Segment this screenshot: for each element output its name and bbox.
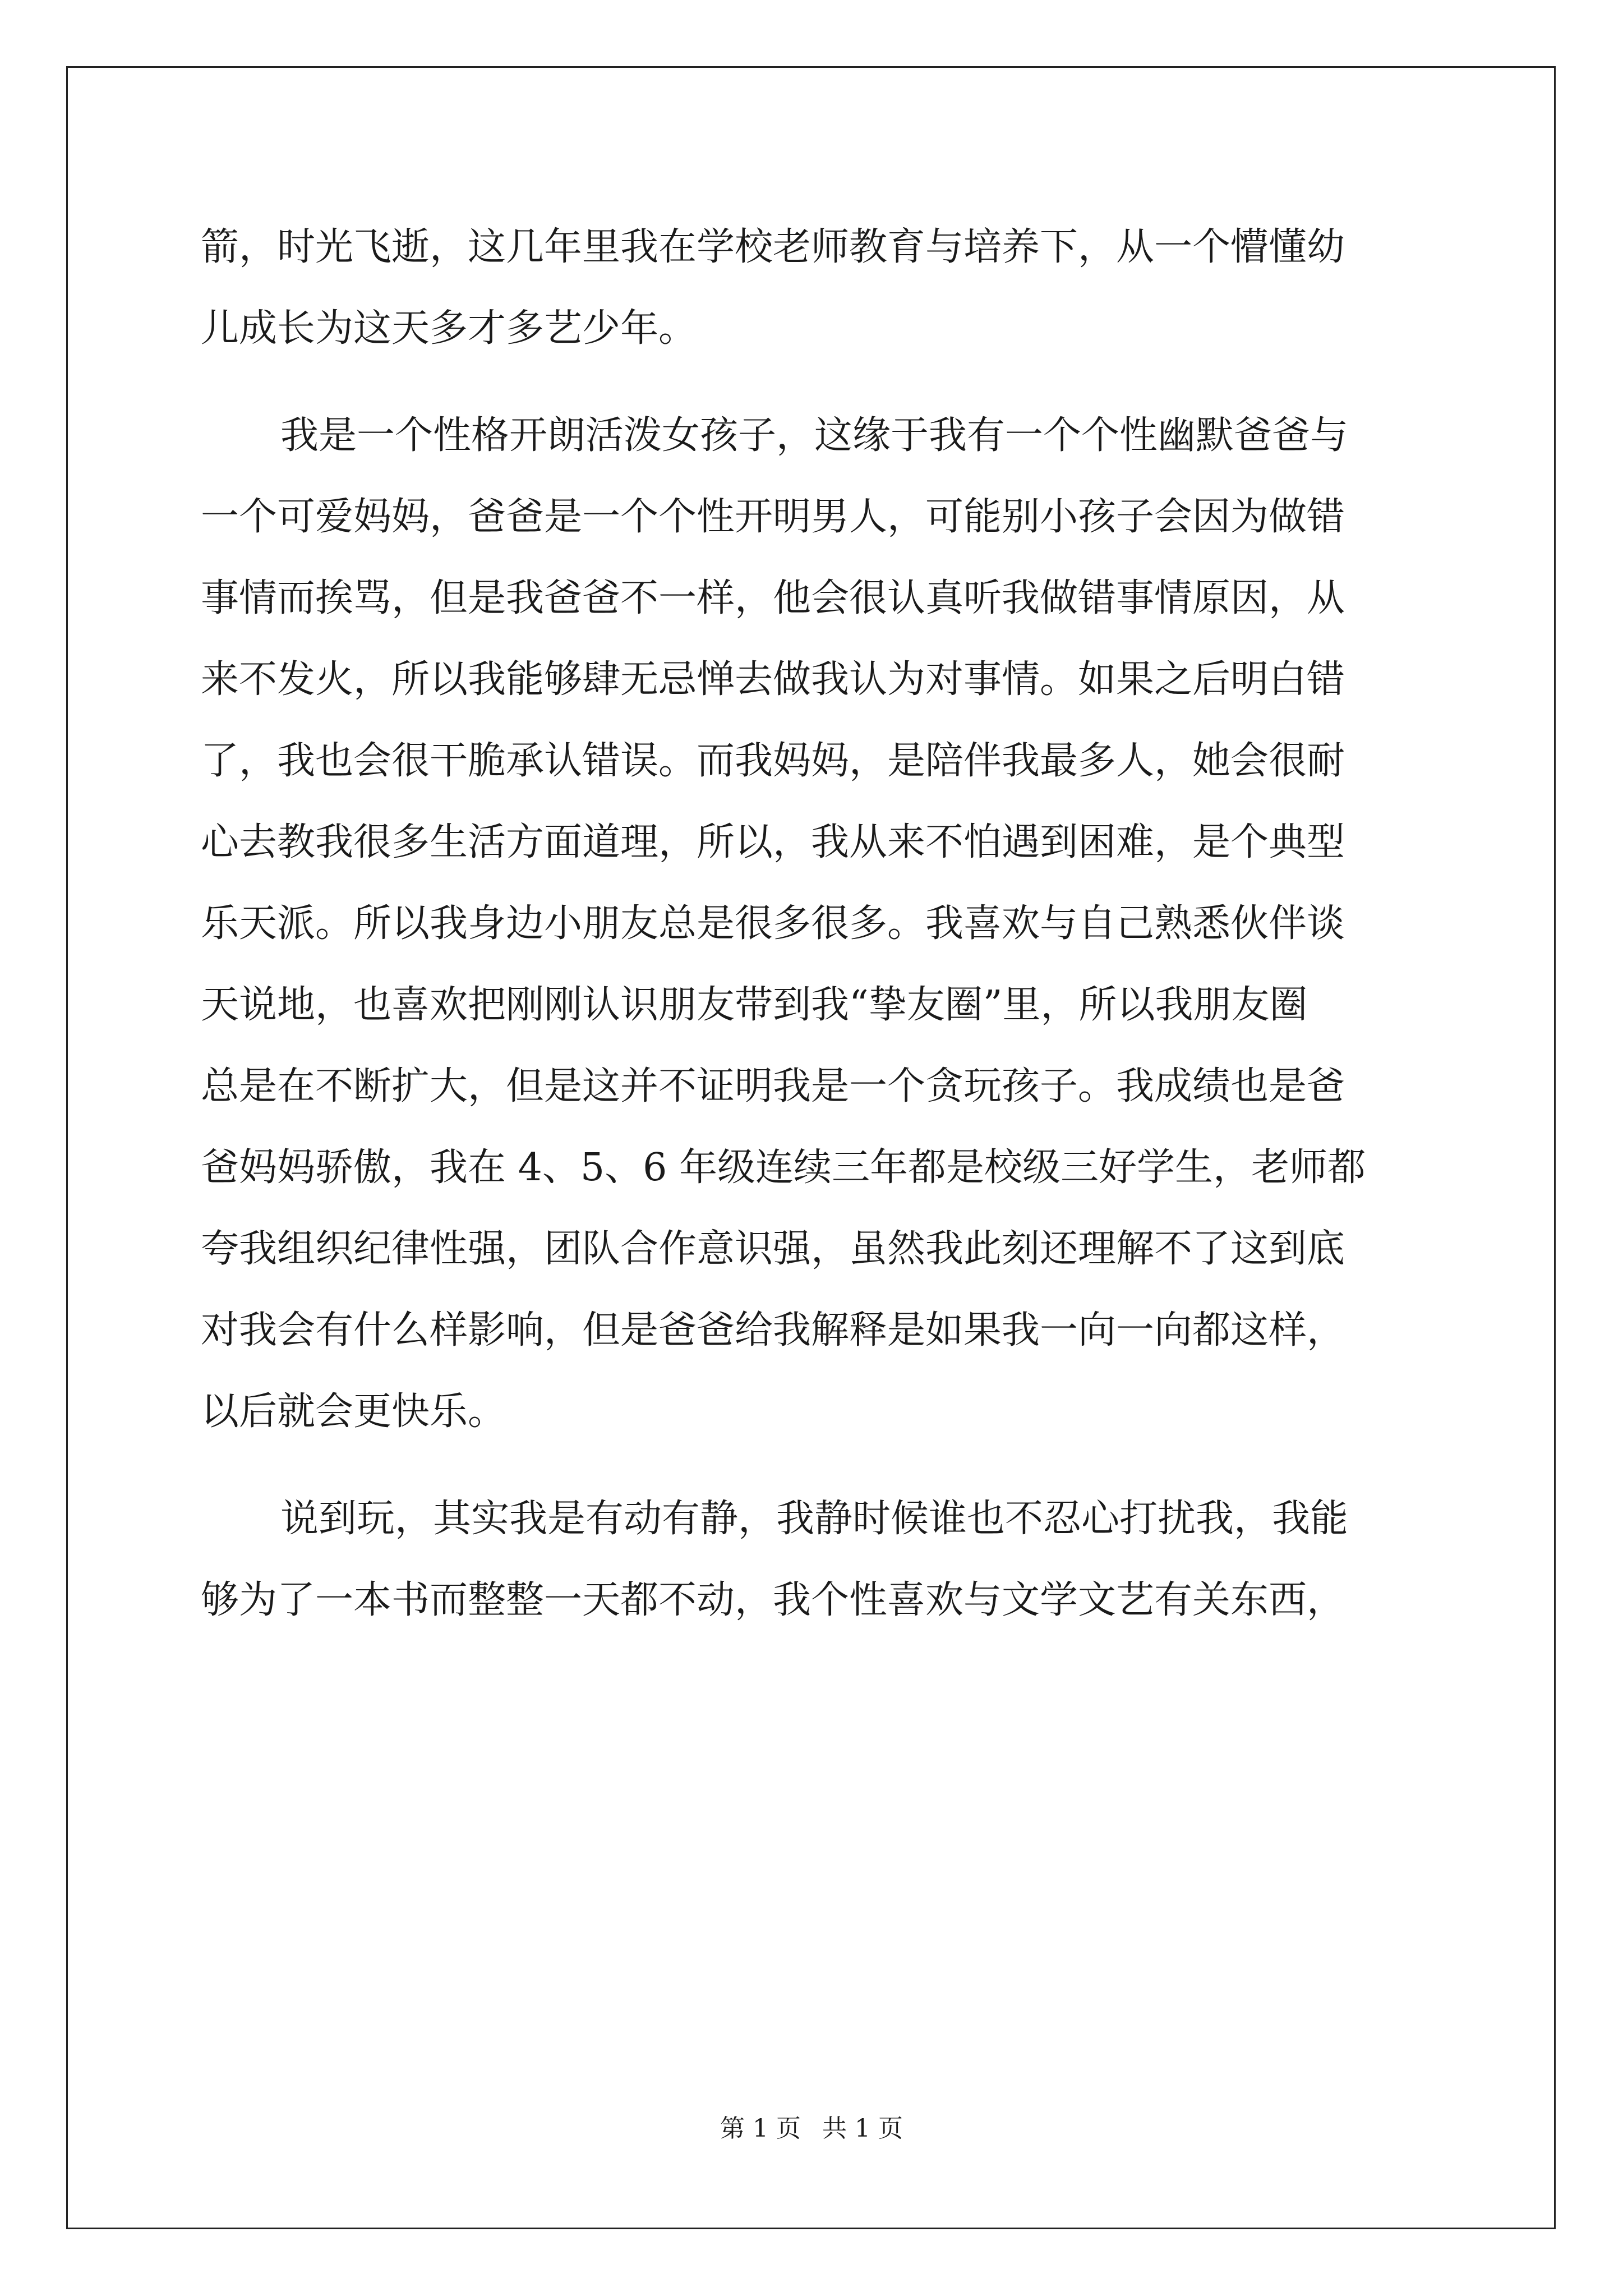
- text-line: 事情而挨骂，但是我爸爸不一样，他会很认真听我做错事情原因，从: [201, 576, 1345, 620]
- text-line: 箭，时光飞逝，这几年里我在学校老师教育与培养下，从一个懵懂幼: [201, 225, 1345, 269]
- text-line: 一个可爱妈妈，爸爸是一个个性开明男人，可能别小孩子会因为做错: [201, 495, 1345, 539]
- paragraph: [201, 395, 1429, 1452]
- text-line: 儿成长为这天多才多艺少年。: [201, 306, 697, 351]
- text-line: 爸妈妈骄傲，我在 4、5、6 年级连续三年都是校级三好学生，老师都: [201, 1145, 1366, 1190]
- paragraph: [201, 1478, 1429, 1641]
- document-body: [201, 206, 1429, 1641]
- text-line: 对我会有什么样影响，但是爸爸给我解释是如果我一向一向都这样，: [201, 1308, 1345, 1352]
- page-total: 共 1 页: [822, 2114, 903, 2143]
- text-line: 了，我也会很干脆承认错误。而我妈妈，是陪伴我最多人，她会很耐: [201, 739, 1345, 783]
- text-line: 够为了一本书而整整一天都不动，我个性喜欢与文学文艺有关东西，: [201, 1578, 1345, 1622]
- page-footer: [0, 2112, 1623, 2146]
- text-line: 来不发火，所以我能够肆无忌惮去做我认为对事情。如果之后明白错: [201, 657, 1345, 702]
- text-line: 以后就会更快乐。: [201, 1389, 506, 1434]
- text-line: 我是一个性格开朗活泼女孩子，这缘于我有一个个性幽默爸爸与: [280, 413, 1349, 458]
- text-line: 心去教我很多生活方面道理，所以，我从来不怕遇到困难，是个典型: [201, 820, 1345, 864]
- text-line: 天说地，也喜欢把刚刚认识朋友带到我“挚友圈”里，所以我朋友圈: [201, 983, 1308, 1027]
- text-line: 说到玩，其实我是有动有静，我静时候谁也不忍心打扰我，我能: [280, 1497, 1349, 1541]
- paragraph: [201, 206, 1429, 369]
- text-line: 总是在不断扩大，但是这并不证明我是一个贪玩孩子。我成绩也是爸: [201, 1064, 1345, 1108]
- text-line: 夸我组织纪律性强，团队合作意识强，虽然我此刻还理解不了这到底: [201, 1227, 1345, 1271]
- text-line: 乐天派。所以我身边小朋友总是很多很多。我喜欢与自己熟悉伙伴谈: [201, 901, 1345, 946]
- page-number: 第 1 页: [720, 2114, 801, 2143]
